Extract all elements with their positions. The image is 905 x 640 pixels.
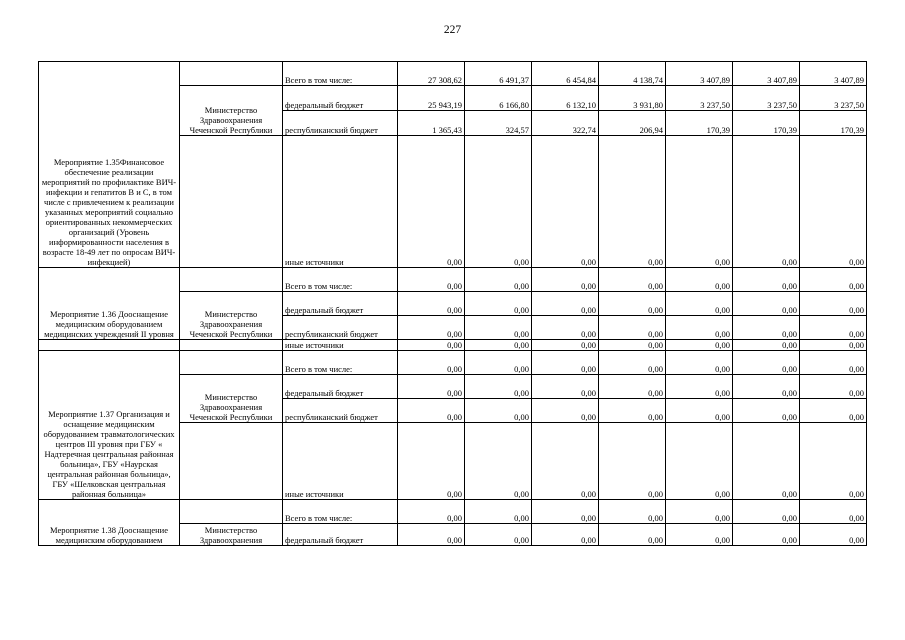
budget-table — [38, 61, 867, 546]
amount-cell: 170,39 — [800, 111, 867, 136]
amount-cell: 3 237,50 — [666, 86, 733, 111]
amount-cell: 27 308,62 — [398, 62, 465, 86]
table-row — [39, 351, 867, 375]
measure-title: Мероприятие 1.38 Дооснащение медицинским оборудованием — [39, 500, 180, 546]
amount-cell: 0,00 — [398, 375, 465, 399]
amount-cell: 0,00 — [465, 340, 532, 351]
amount-cell: 0,00 — [800, 399, 867, 423]
amount-cell: 0,00 — [599, 136, 666, 268]
amount-cell: 0,00 — [398, 423, 465, 500]
amount-cell: 0,00 — [800, 292, 867, 316]
amount-cell: 0,00 — [800, 375, 867, 399]
amount-cell: 0,00 — [800, 524, 867, 546]
amount-cell: 0,00 — [398, 340, 465, 351]
amount-cell: 0,00 — [532, 316, 599, 340]
executor-blank — [180, 268, 283, 292]
executor-blank — [180, 136, 283, 268]
amount-cell: 206,94 — [599, 111, 666, 136]
measure-title: Мероприятие 1.36 Дооснащение медицинским оборудованием медицинских учреждений II уровня — [39, 268, 180, 340]
amount-cell: 0,00 — [733, 423, 800, 500]
amount-cell: 0,00 — [532, 340, 599, 351]
amount-cell: 0,00 — [666, 316, 733, 340]
amount-cell: 0,00 — [532, 500, 599, 524]
amount-cell: 0,00 — [733, 136, 800, 268]
amount-cell: 0,00 — [666, 340, 733, 351]
source-federal: федеральный бюджет — [283, 86, 398, 111]
table-row — [39, 62, 867, 86]
amount-cell: 0,00 — [599, 375, 666, 399]
amount-cell: 0,00 — [465, 292, 532, 316]
table-row — [39, 268, 867, 292]
amount-cell: 0,00 — [398, 292, 465, 316]
amount-cell: 0,00 — [733, 500, 800, 524]
amount-cell: 0,00 — [800, 268, 867, 292]
amount-cell: 0,00 — [599, 268, 666, 292]
source-total: Всего в том числе: — [283, 268, 398, 292]
amount-cell: 4 138,74 — [599, 62, 666, 86]
amount-cell: 0,00 — [666, 351, 733, 375]
amount-cell: 0,00 — [800, 340, 867, 351]
amount-cell: 1 365,43 — [398, 111, 465, 136]
table-row — [39, 340, 867, 351]
amount-cell: 0,00 — [398, 351, 465, 375]
amount-cell: 0,00 — [532, 399, 599, 423]
source-republic: республиканский бюджет — [283, 316, 398, 340]
source-total: Всего в том числе: — [283, 62, 398, 86]
amount-cell: 6 166,80 — [465, 86, 532, 111]
amount-cell: 0,00 — [733, 524, 800, 546]
amount-cell: 0,00 — [800, 351, 867, 375]
source-republic: республиканский бюджет — [283, 399, 398, 423]
amount-cell: 0,00 — [532, 423, 599, 500]
amount-cell: 3 407,89 — [800, 62, 867, 86]
amount-cell: 170,39 — [666, 111, 733, 136]
measure-title: Мероприятие 1.35Финансовое обеспечение реализации мероприятий по профилактике ВИЧ-инфекции и гепатитов В и С, в том числе с привлечением к реализации указанных мероприятий социально ориентированных некоммерческих организаций (Уровень информированности населения в возрасте 18-49 лет по опросам ВИЧ-инфекцией) — [39, 62, 180, 268]
amount-cell: 0,00 — [666, 375, 733, 399]
amount-cell: 0,00 — [666, 136, 733, 268]
executor-blank — [180, 423, 283, 500]
amount-cell: 0,00 — [733, 316, 800, 340]
amount-cell: 0,00 — [599, 316, 666, 340]
executor-blank — [180, 351, 283, 375]
source-other: иные источники — [283, 340, 398, 351]
amount-cell: 170,39 — [733, 111, 800, 136]
source-republic: республиканский бюджет — [283, 111, 398, 136]
executor-blank — [180, 340, 283, 351]
amount-cell: 0,00 — [733, 292, 800, 316]
amount-cell: 0,00 — [532, 375, 599, 399]
amount-cell: 324,57 — [465, 111, 532, 136]
table-row — [39, 500, 867, 524]
amount-cell: 3 407,89 — [666, 62, 733, 86]
amount-cell: 0,00 — [398, 500, 465, 524]
amount-cell: 0,00 — [733, 375, 800, 399]
measure-title-continuation — [39, 340, 180, 351]
amount-cell: 0,00 — [465, 136, 532, 268]
source-federal: федеральный бюджет — [283, 524, 398, 546]
source-federal: федеральный бюджет — [283, 292, 398, 316]
page-number: 227 — [443, 24, 462, 36]
amount-cell: 0,00 — [599, 423, 666, 500]
amount-cell: 0,00 — [532, 524, 599, 546]
amount-cell: 0,00 — [666, 399, 733, 423]
amount-cell: 0,00 — [532, 351, 599, 375]
amount-cell: 0,00 — [666, 268, 733, 292]
amount-cell: 6 491,37 — [465, 62, 532, 86]
executor-name: Министерство Здравоохранения Чеченской Республики — [180, 375, 283, 423]
amount-cell: 3 931,80 — [599, 86, 666, 111]
amount-cell: 0,00 — [599, 292, 666, 316]
amount-cell: 0,00 — [465, 500, 532, 524]
amount-cell: 6 454,84 — [532, 62, 599, 86]
amount-cell: 0,00 — [800, 423, 867, 500]
amount-cell: 0,00 — [398, 136, 465, 268]
amount-cell: 0,00 — [733, 268, 800, 292]
amount-cell: 0,00 — [666, 423, 733, 500]
amount-cell: 0,00 — [800, 136, 867, 268]
executor-name: Министерство Здравоохранения — [180, 524, 283, 546]
amount-cell: 0,00 — [465, 524, 532, 546]
amount-cell: 0,00 — [666, 292, 733, 316]
executor-blank — [180, 500, 283, 524]
amount-cell: 0,00 — [599, 524, 666, 546]
amount-cell: 0,00 — [599, 340, 666, 351]
source-total: Всего в том числе: — [283, 500, 398, 524]
amount-cell: 0,00 — [465, 375, 532, 399]
amount-cell: 0,00 — [599, 351, 666, 375]
source-other: иные источники — [283, 423, 398, 500]
amount-cell: 0,00 — [733, 351, 800, 375]
amount-cell: 0,00 — [465, 316, 532, 340]
source-federal: федеральный бюджет — [283, 375, 398, 399]
amount-cell: 3 237,50 — [733, 86, 800, 111]
amount-cell: 0,00 — [532, 136, 599, 268]
amount-cell: 0,00 — [398, 399, 465, 423]
amount-cell: 0,00 — [733, 399, 800, 423]
measure-title: Мероприятие 1.37 Организация и оснащение медицинским оборудованием травматологических центров III уровня при ГБУ « Надтеречная центральная районная больница», ГБУ «Наурская центральная районная больница», ГБУ «Шелковская центральная районная больница» — [39, 351, 180, 500]
executor-blank — [180, 62, 283, 86]
source-total: Всего в том числе: — [283, 351, 398, 375]
amount-cell: 3 237,50 — [800, 86, 867, 111]
amount-cell: 0,00 — [465, 399, 532, 423]
executor-name: Министерство Здравоохранения Чеченской Республики — [180, 292, 283, 340]
amount-cell: 0,00 — [532, 292, 599, 316]
amount-cell: 0,00 — [599, 500, 666, 524]
amount-cell: 0,00 — [733, 340, 800, 351]
amount-cell: 322,74 — [532, 111, 599, 136]
amount-cell: 0,00 — [465, 351, 532, 375]
amount-cell: 0,00 — [465, 423, 532, 500]
amount-cell: 0,00 — [465, 268, 532, 292]
amount-cell: 0,00 — [800, 316, 867, 340]
amount-cell: 0,00 — [532, 268, 599, 292]
source-other: иные источники — [283, 136, 398, 268]
amount-cell: 0,00 — [398, 316, 465, 340]
amount-cell: 0,00 — [398, 524, 465, 546]
amount-cell: 6 132,10 — [532, 86, 599, 111]
amount-cell: 0,00 — [666, 524, 733, 546]
executor-name: Министерство Здравоохранения Чеченской Республики — [180, 86, 283, 136]
amount-cell: 0,00 — [599, 399, 666, 423]
amount-cell: 3 407,89 — [733, 62, 800, 86]
amount-cell: 0,00 — [800, 500, 867, 524]
amount-cell: 25 943,19 — [398, 86, 465, 111]
amount-cell: 0,00 — [398, 268, 465, 292]
amount-cell: 0,00 — [666, 500, 733, 524]
